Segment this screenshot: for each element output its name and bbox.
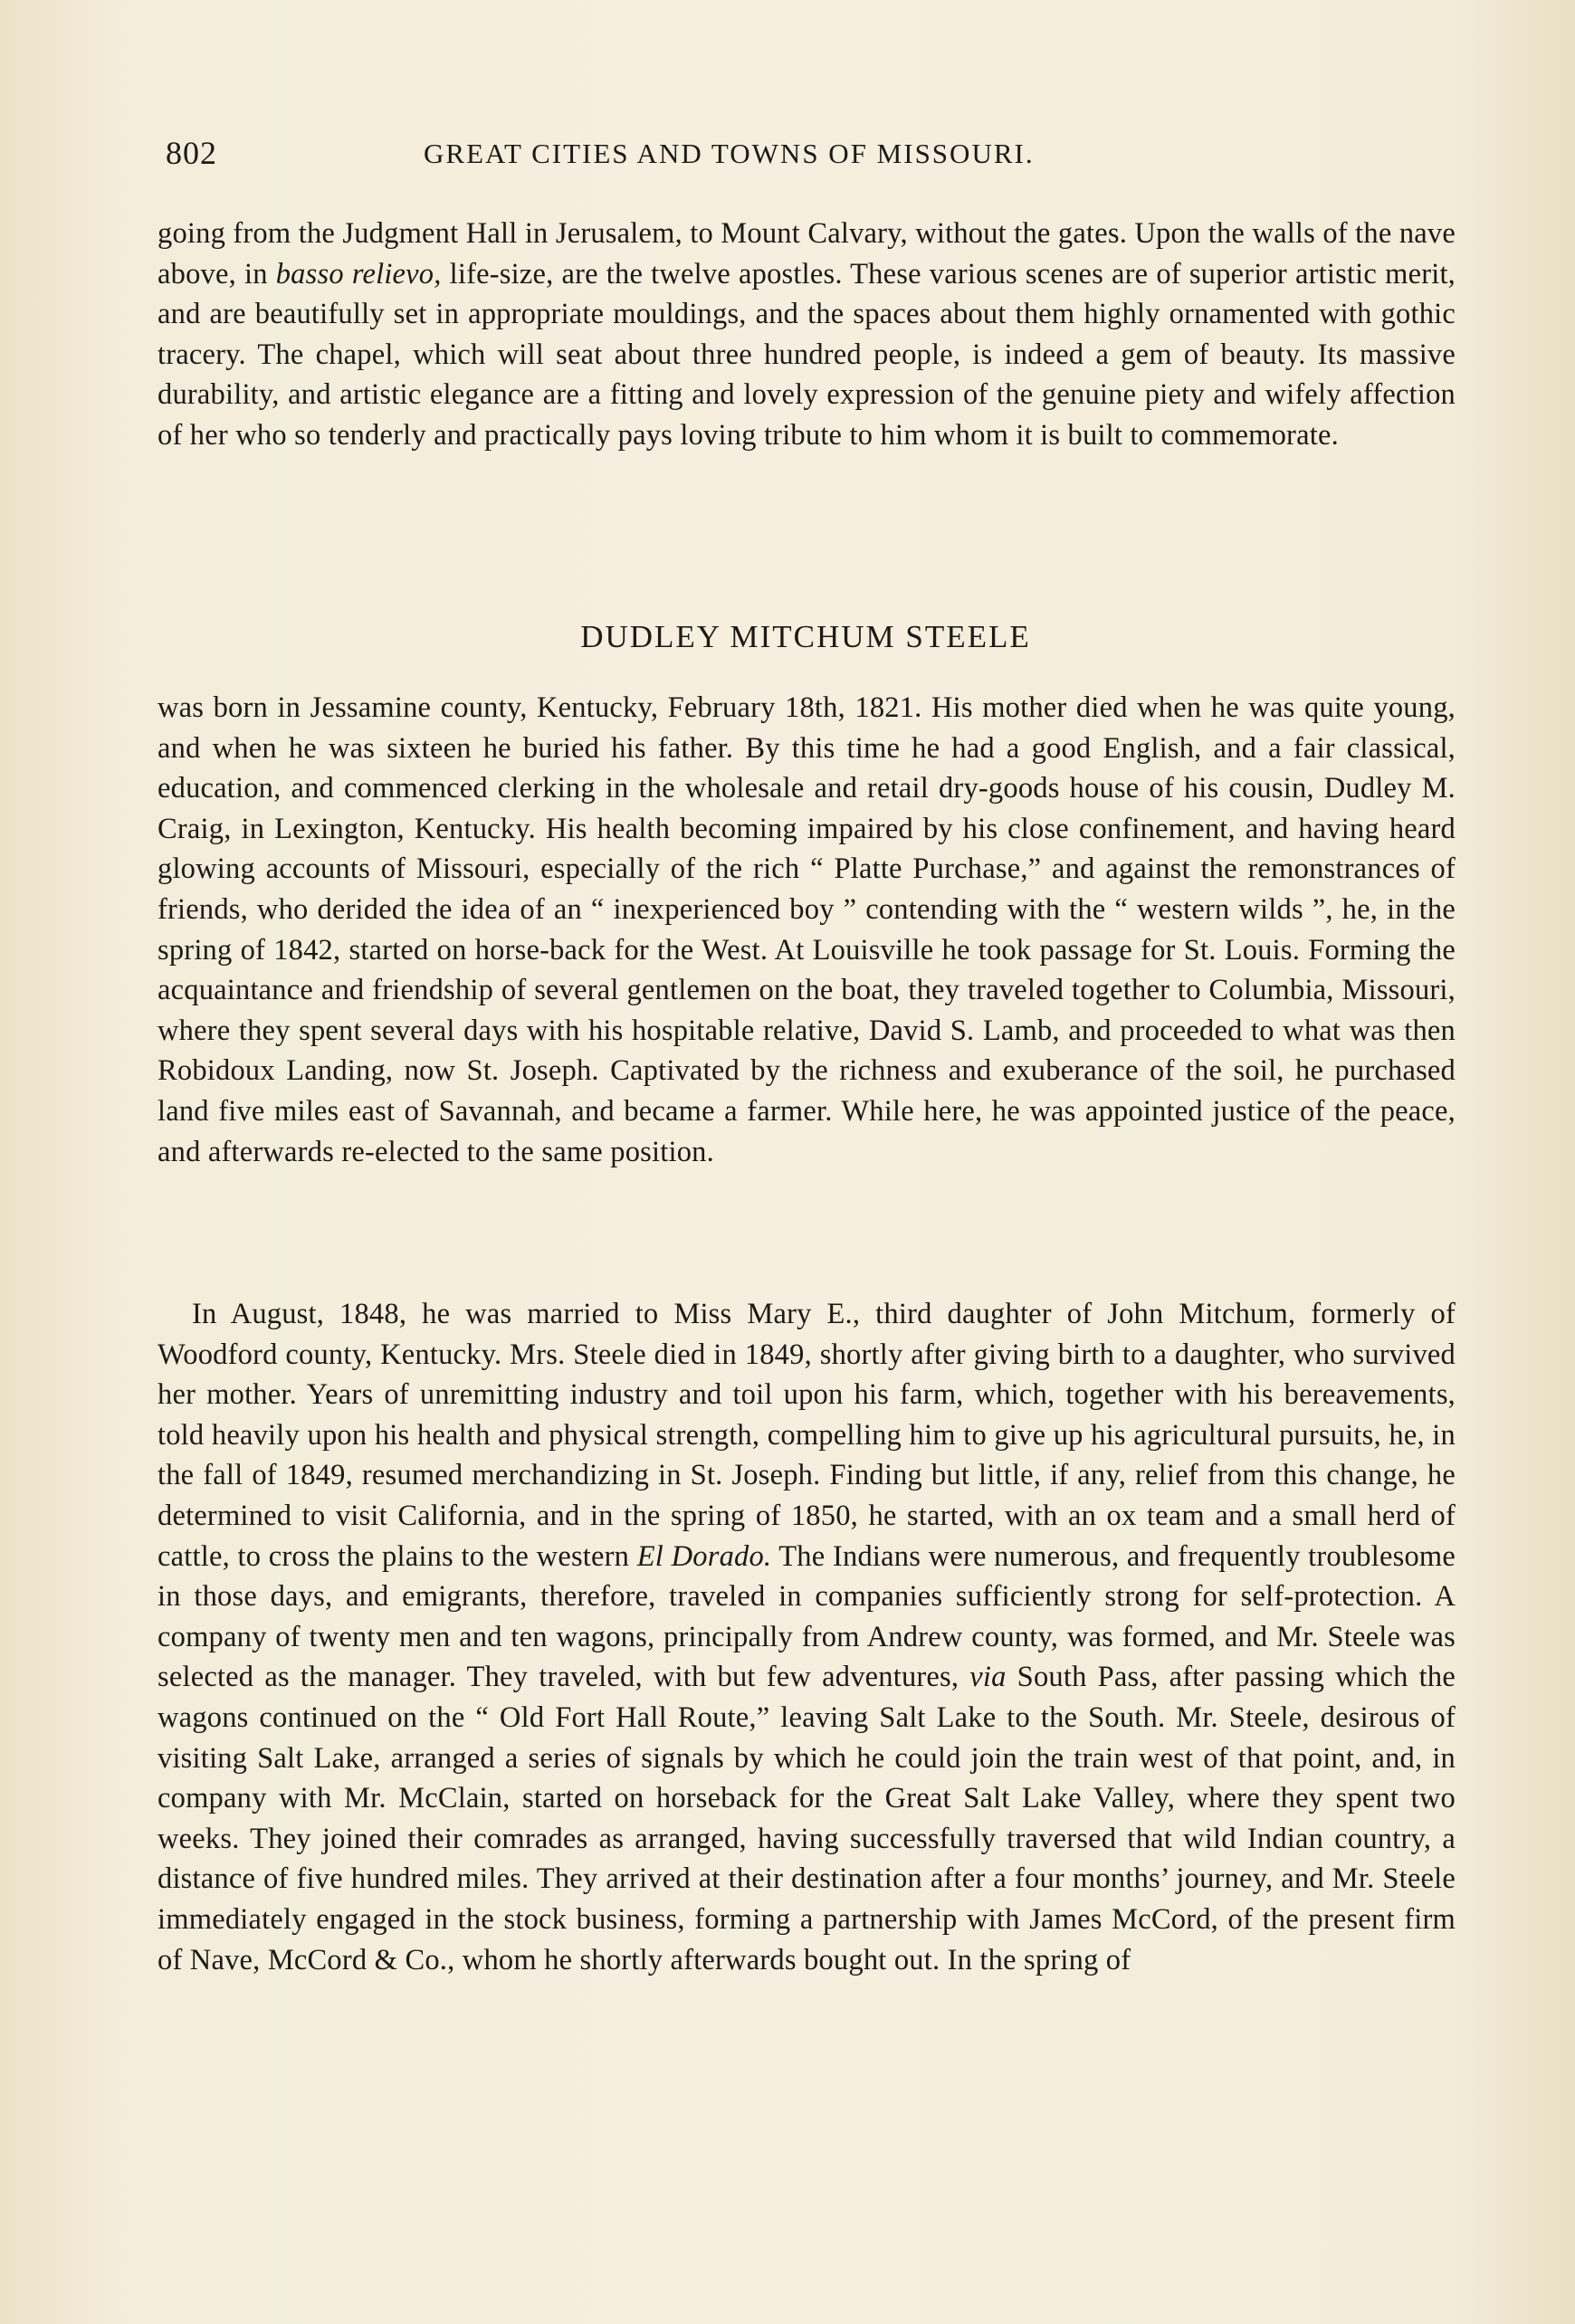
paragraph-text: life-size, are the twelve apostles. These various scenes are of superior artistic merit, and are beautifully set in appropriate mouldings, and the spaces about them highly ornamented with gothic tracery. The chapel, which will seat about three hundred people, is indeed a gem of beauty. Its massive durability, and artistic elegance are a fitting and lovely expression of the genuine piety and wifely affection of her who so tenderly and practically pays loving tribute to him whom it is built to commemorate. (158, 257, 1456, 452)
paragraph-biography-marriage (158, 1294, 1456, 1980)
page-number: 802 (166, 135, 217, 171)
paragraph-chapel (158, 214, 1456, 456)
section-heading: DUDLEY MITCHUM STEELE (580, 619, 1031, 654)
paragraph-text: The Indians were numerous, and frequently troublesome in those days, and emigrants, therefore, traveled in companies sufficiently strong for self-protection. A company of twenty men and ten wagons, principally from Andrew county, was formed, and Mr. Steele was selected as the manager. They traveled, with but few adventures, (158, 1539, 1456, 1694)
italic-text: basso relievo, (275, 257, 442, 290)
paragraph-biography-intro: was born in Jessamine county, Kentucky, February 18th, 1821. His mother died when he was quite young, and when he was sixteen he buried his father. By this time he had a good English, and a fair classical, education, and commenced clerking in the wholesale and retail dry-goods house of his cousin, Dudley M. Craig, in Lexington, Kentucky. His health becoming impaired by his close confinement, and having heard glowing accounts of Missouri, especially of the rich “ Platte Purchase,” and against the remonstrances of friends, who derided the idea of an “ inexperienced boy ” contending with the “ western wilds ”, he, in the spring of 1842, started on horse-back for the West. At Louisville he took passage for St. Louis. Forming the acquaintance and friendship of several gentlemen on the boat, they traveled together to Columbia, Missouri, where they spent several days with his hospitable relative, David S. Lamb, and proceeded to what was then Robidoux Landing, now St. Joseph. Captivated by the richness and exuberance of the soil, he purchased land five miles east of Savannah, and became a farmer. While here, he was appointed justice of the peace, and afterwards re-elected to the same position. (158, 691, 1456, 1168)
italic-text: El Dorado. (636, 1539, 772, 1573)
paragraph-text: going from the Judgment Hall in Jerusalem, to Mount Calvary, without the gates. Upon the walls of the nave above, in (158, 217, 1456, 290)
running-header (166, 134, 1449, 179)
paragraph-text: South Pass, after passing which the wagons continued on the “ Old Fort Hall Route,” leaving Salt Lake to the South. Mr. Steele, desirous of visiting Salt Lake, arranged a series of signals by which he could join the train west of that point, and, in company with Mr. McClain, started on horseback for the Great Salt Lake Valley, where they spent two weeks. They joined their comrades as arranged, having successfully traversed that wild Indian country, a distance of five hundred miles. They arrived at their destination after a four months’ journey, and Mr. Steele immediately engaged in the stock business, forming a partnership with James McCord, of the present firm of Nave, McCord & Co., whom he shortly afterwards bought out. In the spring of (158, 1661, 1456, 1976)
italic-text: via (969, 1661, 1007, 1694)
running-title: GREAT CITIES AND TOWNS OF MISSOURI. (424, 138, 1035, 169)
paragraph-text: In August, 1848, he was married to Miss Mary E., third daughter of John Mitchum, formerly of Woodford county, Kentucky. Mrs. Steele died in 1849, shortly after giving birth to a daughter, who survived her mother. Years of unremitting industry and toil upon his farm, which, together with his bereavements, told heavily upon his health and physical strength, compelling him to give up his agricultural pursuits, he, in the fall of 1849, resumed merchandizing in St. Joseph. Finding but little, if any, relief from this change, he determined to visit California, and in the spring of 1850, he started, with an ox team and a small herd of cattle, to cross the plains to the western (158, 1298, 1456, 1573)
